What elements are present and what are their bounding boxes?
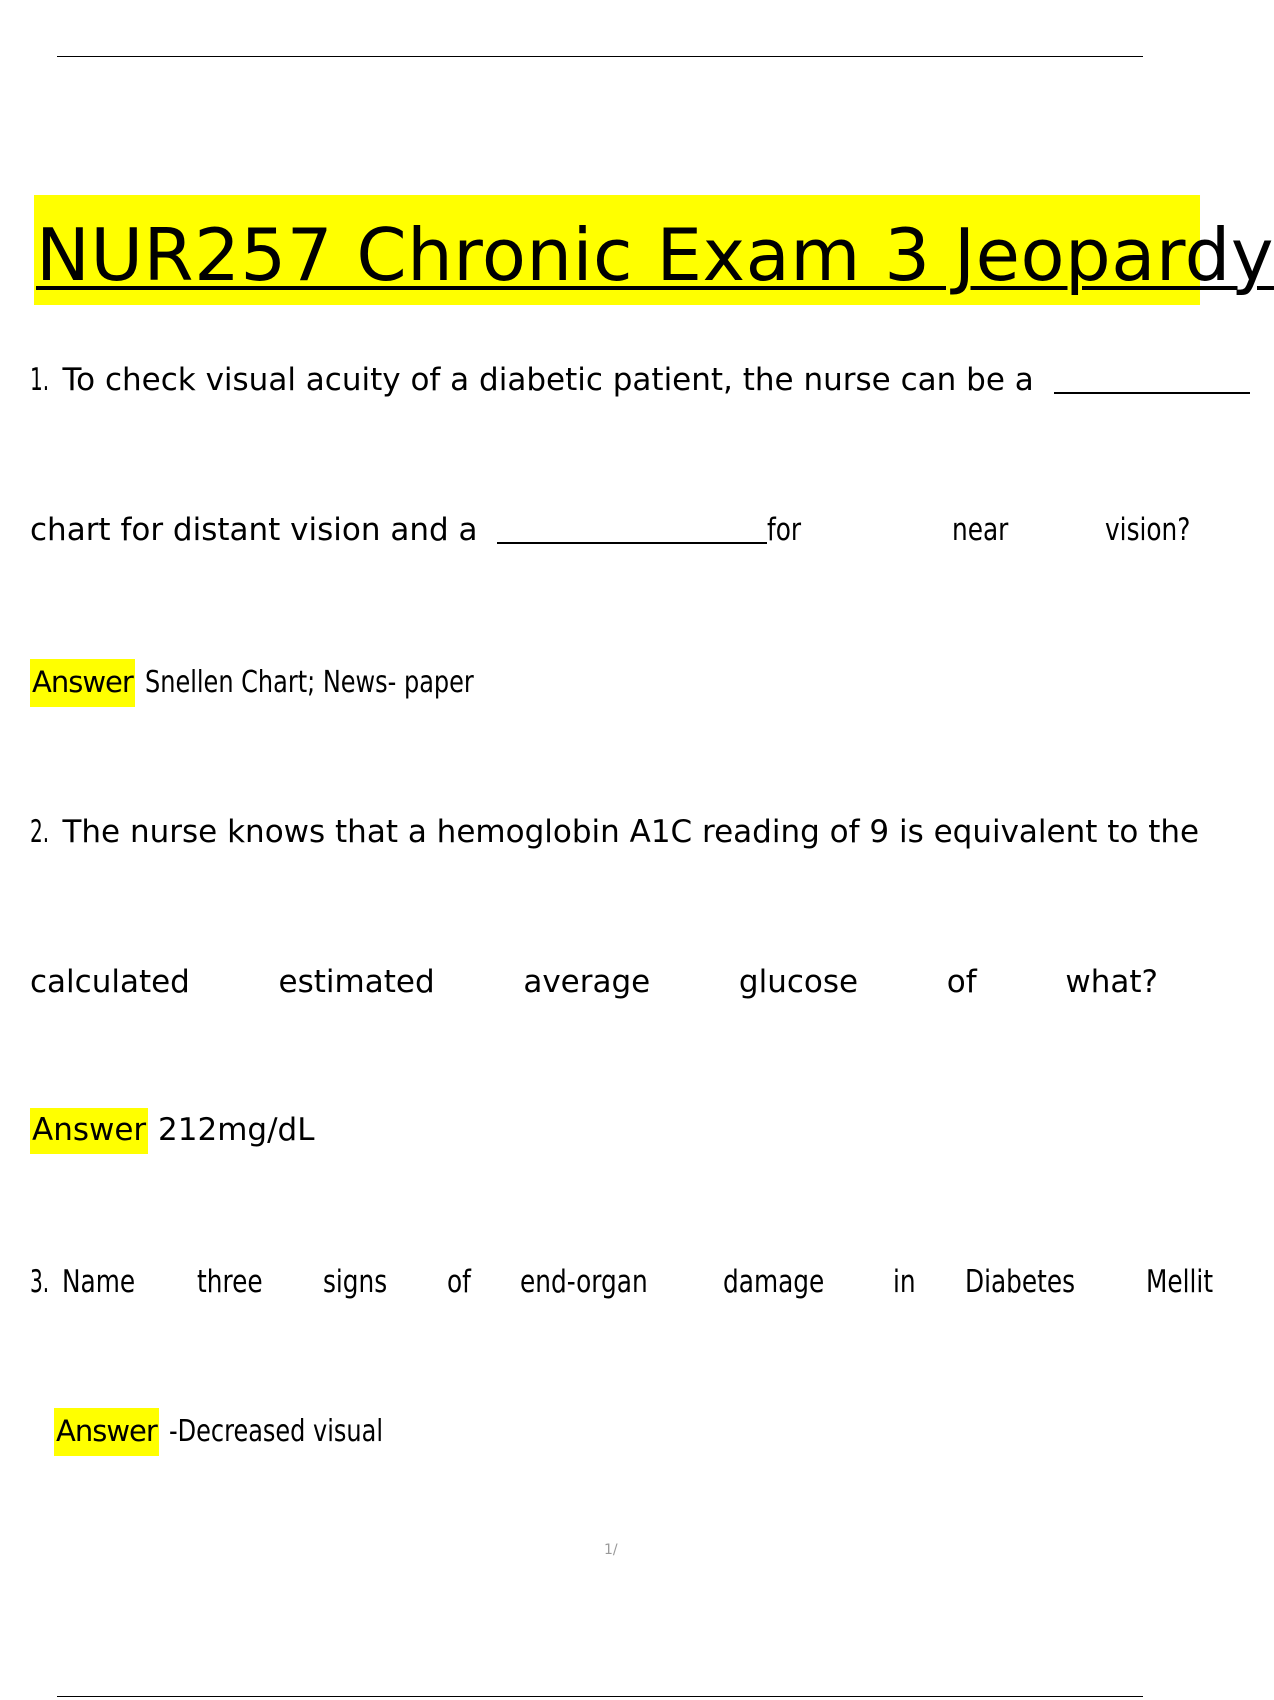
question-word: three — [197, 1264, 264, 1300]
question-word: near — [952, 512, 1009, 548]
question-word: glucose — [738, 964, 859, 1000]
question-word-first: 3. Name — [30, 1264, 136, 1300]
question-text: The nurse knows that a hemoglobin A1C reading of 9 is equivalent to the — [62, 814, 1200, 850]
question-word: what? — [1065, 964, 1158, 1000]
answer-text: 212mg/dL — [158, 1112, 315, 1148]
answer-label: Answer — [30, 659, 135, 707]
question-word: average — [523, 964, 651, 1000]
answer-text: Snellen Chart; News- paper — [144, 665, 474, 700]
question-number: 2. — [30, 814, 50, 850]
title-highlight — [34, 195, 1274, 305]
question-2-line-1 — [30, 813, 1199, 851]
question-word: calculated — [30, 964, 190, 1000]
answer-label: Answer — [54, 1408, 159, 1456]
answer-3 — [54, 1408, 436, 1456]
answer-2 — [30, 1111, 315, 1149]
document-title: NUR257 Chronic Exam 3 Jeopardy — [36, 213, 1274, 297]
question-1-line-1 — [30, 361, 1250, 399]
question-1-line-2 — [30, 511, 1198, 549]
question-text: To check visual acuity of a diabetic patient, the nurse can be a — [62, 362, 1034, 398]
answer-blank — [497, 512, 767, 544]
question-word: of — [446, 1264, 471, 1300]
answer-1 — [30, 659, 556, 707]
question-3-line-1 — [30, 1263, 1230, 1301]
question-number: 1. — [30, 362, 50, 398]
question-word: Diabetes — [965, 1264, 1076, 1300]
question-word: end-organ — [520, 1264, 648, 1300]
question-word: Mellit — [1146, 1264, 1214, 1300]
page-number: 1/ — [604, 1542, 618, 1558]
question-word: in — [893, 1264, 916, 1300]
question-number: 3. — [30, 1264, 50, 1300]
header-rule — [57, 56, 1143, 57]
footer-rule — [57, 1696, 1143, 1697]
question-word: damage — [723, 1264, 825, 1300]
answer-blank — [1054, 362, 1250, 394]
question-word: vision? — [1105, 512, 1191, 548]
question-word: for — [767, 512, 802, 548]
question-word: estimated — [278, 964, 435, 1000]
answer-label: Answer — [30, 1108, 148, 1154]
question-2-line-2 — [30, 963, 1158, 1001]
answer-text: -Decreased visual — [168, 1414, 383, 1449]
question-word: signs — [322, 1264, 388, 1300]
question-word: of — [946, 964, 977, 1000]
question-text-segment: chart for distant vision and a for — [30, 512, 802, 548]
